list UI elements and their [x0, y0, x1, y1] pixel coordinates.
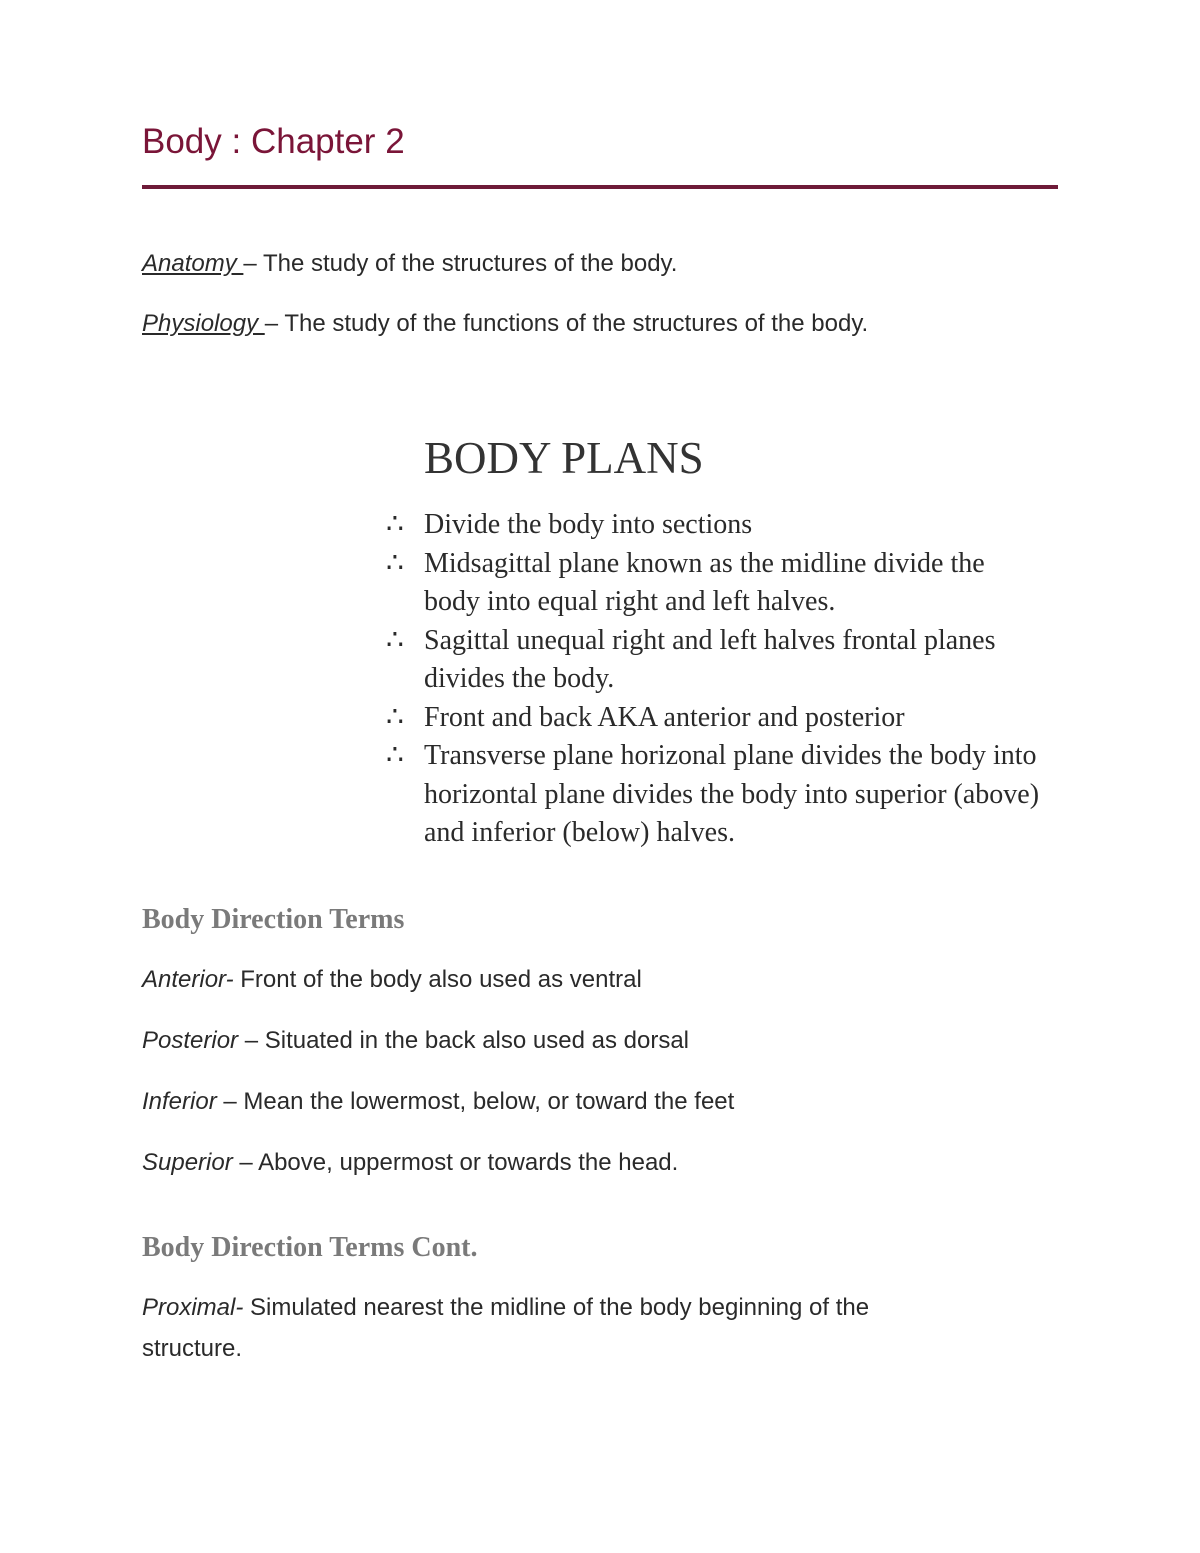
definition-text: – Above, uppermost or towards the head. [232, 1149, 679, 1176]
definition-text: Simulated nearest the midline of the body beginning of the [250, 1294, 870, 1321]
list-item-text: Transverse plane horizonal plane divides the body into horizontal plane divides the body into superior (above) and inferior (below) halves. [424, 740, 1040, 848]
page-title: Body : Chapter 2 [142, 122, 405, 161]
definition-physiology [142, 307, 868, 341]
direction-term-proximal-continued [142, 1332, 242, 1366]
list-item [386, 737, 1046, 853]
direction-terms-cont-heading: Body Direction Terms Cont. [142, 1232, 478, 1263]
definition-term: Superior [142, 1149, 233, 1176]
therefore-bullet-icon: ∴ [386, 624, 404, 656]
definition-term: Proximal- [142, 1294, 251, 1321]
definition-text: structure. [142, 1335, 243, 1362]
definition-text: – Mean the lowermost, below, or toward the feet [216, 1088, 735, 1115]
list-item [386, 506, 1046, 545]
direction-term-superior [142, 1146, 678, 1180]
definition-text: – Situated in the back also used as dorsal [238, 1027, 689, 1054]
list-item [386, 622, 1046, 699]
definition-term: Physiology [142, 310, 265, 337]
definition-term: Inferior [142, 1088, 217, 1115]
definition-term: Anterior- [142, 966, 241, 993]
definition-separator: – [243, 250, 263, 277]
direction-term-anterior [142, 963, 642, 997]
definition-text: The study of the functions of the structures of the body. [284, 310, 869, 337]
definition-text: Front of the body also used as ventral [240, 966, 642, 993]
body-plans-list [386, 506, 1046, 853]
body-plans-heading: BODY PLANS [424, 433, 704, 483]
list-item-text: Divide the body into sections [424, 509, 753, 540]
therefore-bullet-icon: ∴ [386, 547, 404, 579]
direction-terms-heading: Body Direction Terms [142, 904, 405, 935]
definition-text: The study of the structures of the body. [262, 250, 678, 277]
title-divider [142, 185, 1058, 189]
list-item [386, 545, 1046, 622]
list-item [386, 699, 1046, 738]
therefore-bullet-icon: ∴ [386, 740, 404, 771]
definition-anatomy [142, 247, 677, 281]
definition-separator: – [264, 310, 285, 337]
direction-term-proximal [142, 1291, 869, 1325]
list-item-text: Front and back AKA anterior and posterior [424, 701, 905, 733]
therefore-bullet-icon: ∴ [386, 509, 404, 540]
therefore-bullet-icon: ∴ [386, 701, 404, 733]
direction-term-inferior [142, 1085, 734, 1119]
list-item-text: Sagittal unequal right and left halves frontal planes divides the body. [424, 624, 996, 694]
definition-term: Anatomy [142, 250, 244, 277]
list-item-text: Midsagittal plane known as the midline divide the body into equal right and left halves. [424, 547, 985, 617]
definition-term: Posterior [142, 1027, 239, 1054]
direction-term-posterior [142, 1024, 689, 1058]
